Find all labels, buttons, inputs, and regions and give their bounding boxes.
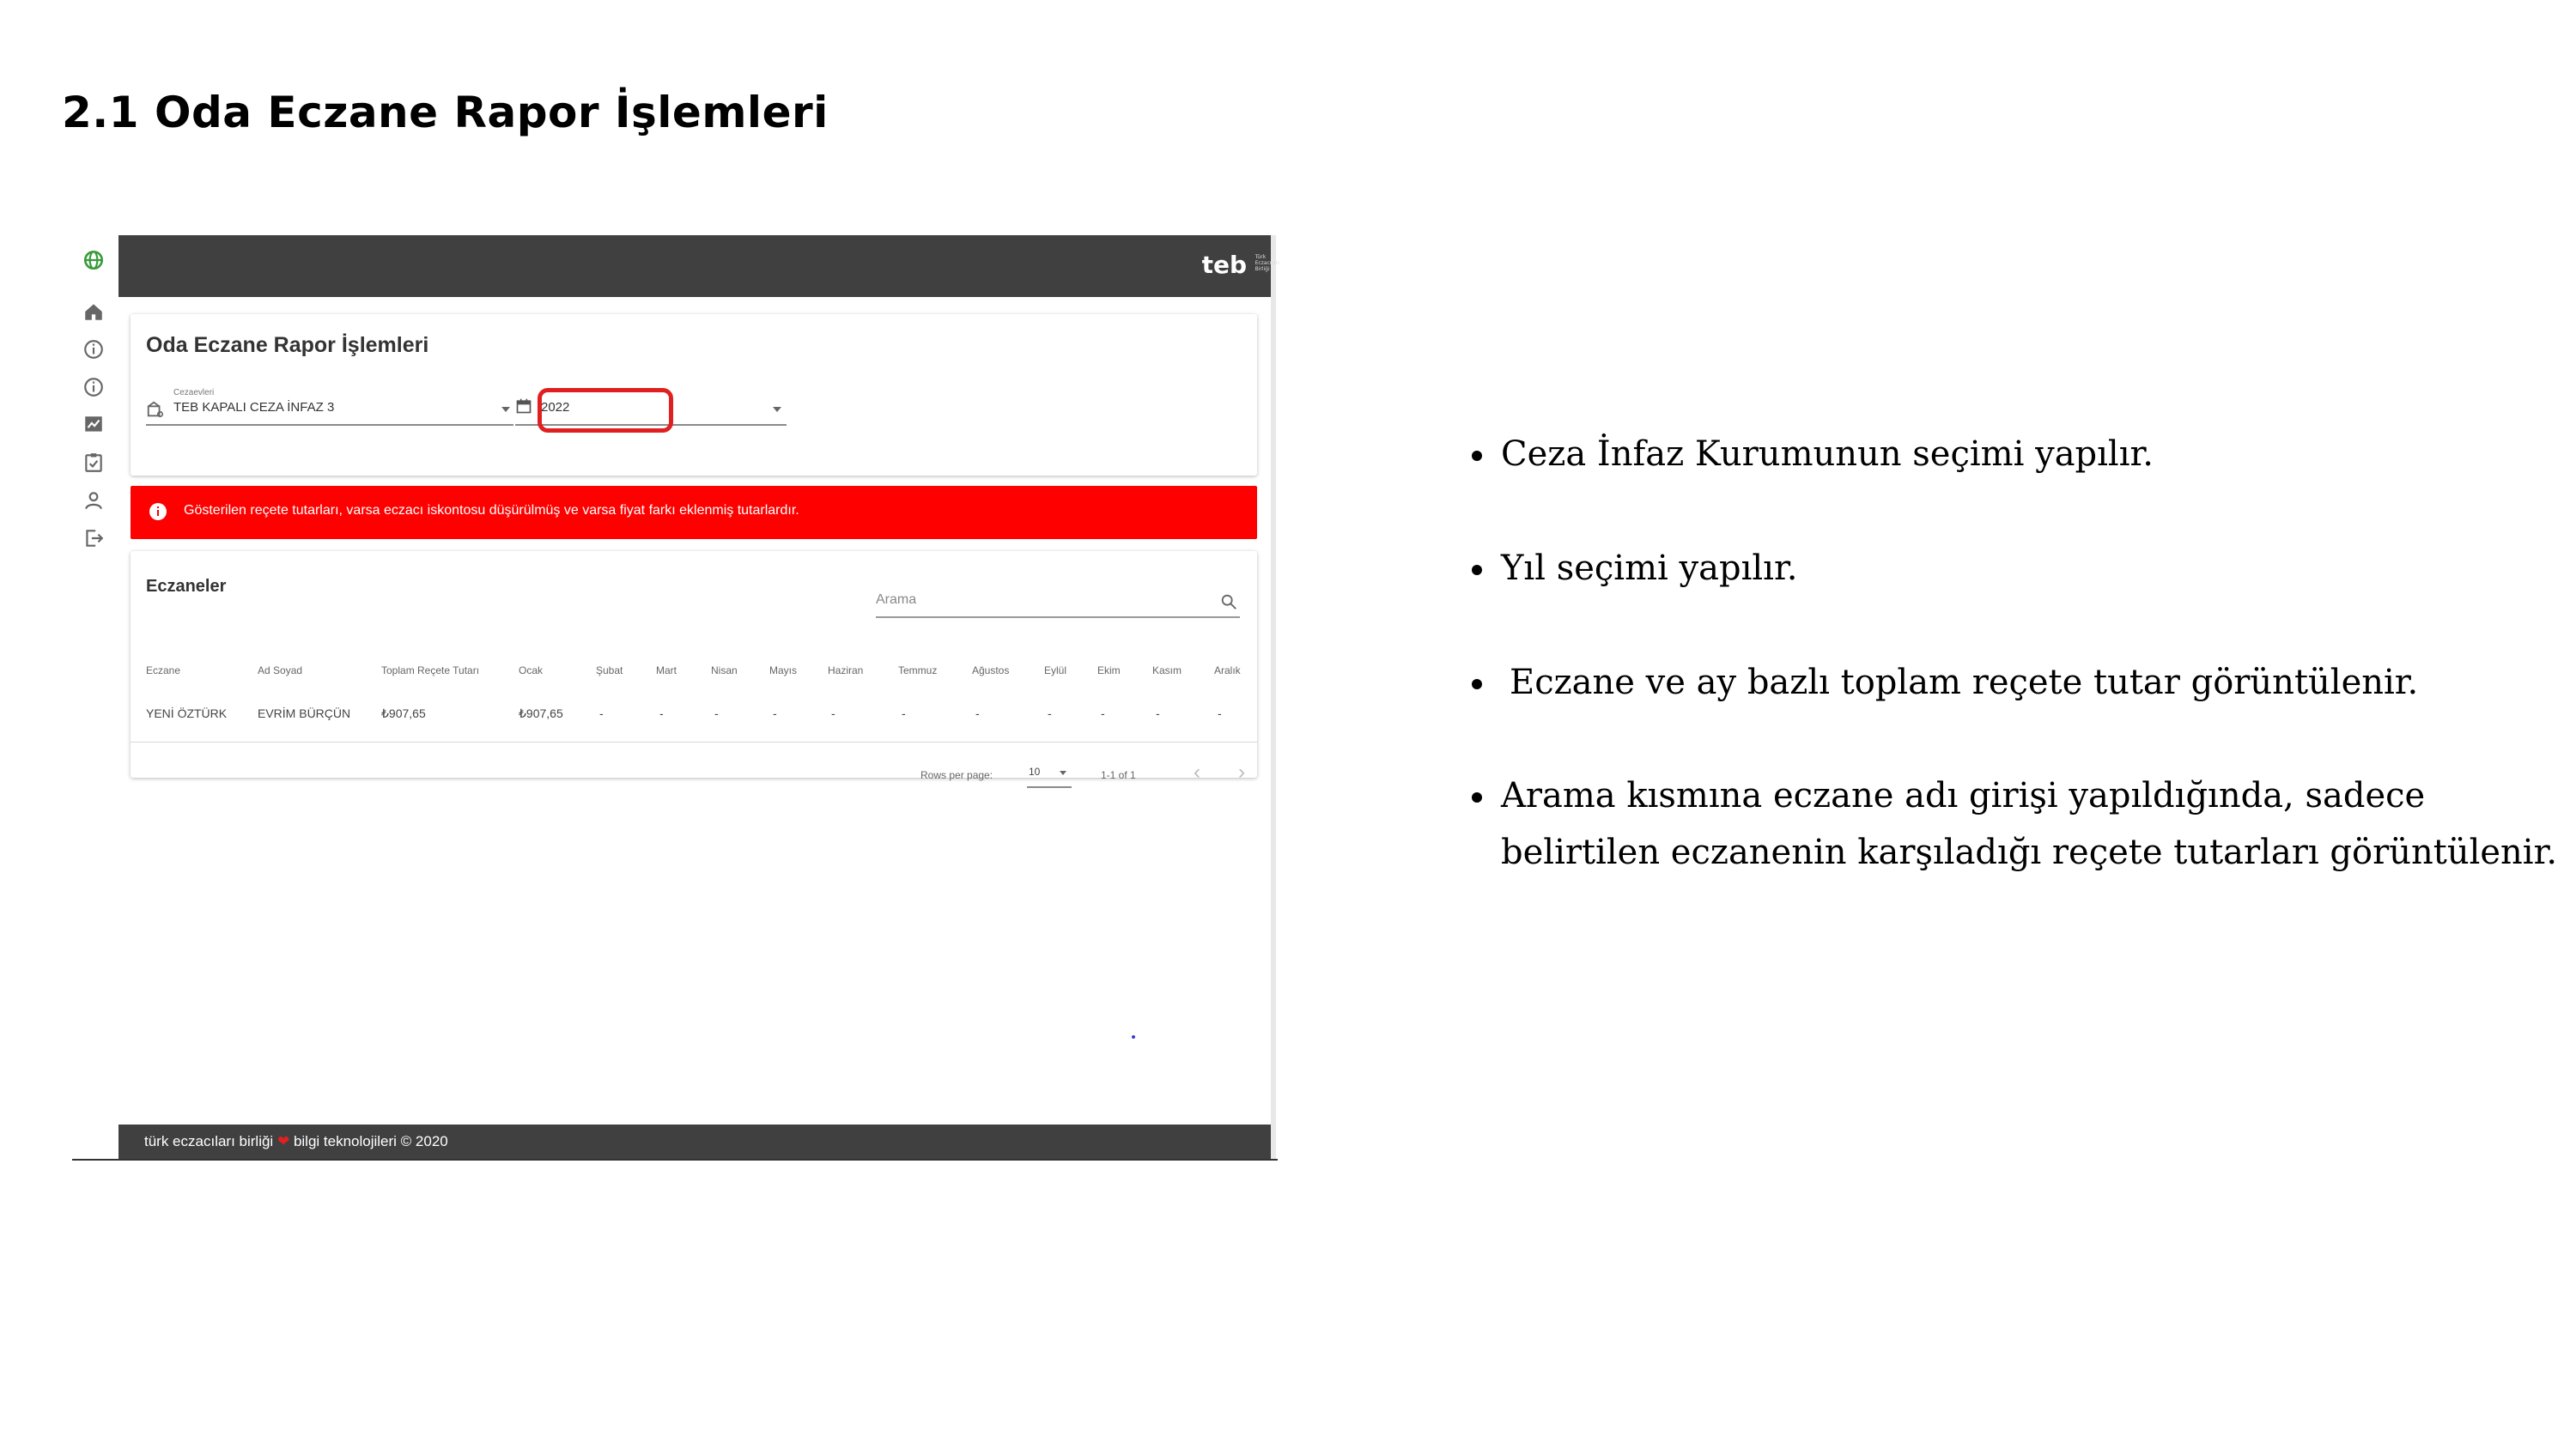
app-window (118, 235, 1279, 1159)
filter-card (131, 314, 1257, 476)
app-screenshot (72, 232, 1278, 1161)
info-icon[interactable] (82, 338, 105, 361)
table-cell: - (975, 706, 980, 720)
bullet-icon (1472, 565, 1482, 575)
alert-text: Gösterilen reçete tutarları, varsa eczacı iskontosu düşürülmüş ve varsa fiyat farkı eklenmiş tutarlardır. (184, 503, 799, 518)
table-cell: ₺907,65 (381, 706, 426, 720)
table-cell: - (1156, 706, 1160, 720)
column-header[interactable]: Kasım (1152, 664, 1182, 676)
info-icon (148, 501, 168, 522)
table-cell: - (1048, 706, 1052, 720)
card-title: Oda Eczane Rapor İşlemleri (146, 333, 429, 357)
search-placeholder: Arama (876, 592, 917, 607)
column-header[interactable]: Mayıs (769, 664, 798, 676)
checklist-icon[interactable] (82, 452, 105, 474)
column-header[interactable]: Ekim (1097, 664, 1121, 676)
chevron-right-icon[interactable]: › (1238, 761, 1245, 784)
info-alert (131, 486, 1257, 539)
column-header[interactable]: Şubat (596, 664, 623, 676)
column-header[interactable]: Mart (656, 664, 677, 676)
table-cell: EVRİM BÜRÇÜN (258, 706, 351, 720)
bullet-icon (1472, 451, 1482, 461)
column-header[interactable]: Eczane (146, 664, 181, 676)
divider (72, 1159, 1278, 1161)
search-icon[interactable] (1219, 592, 1238, 611)
column-header[interactable]: Ad Soyad (258, 664, 303, 676)
side-rail (72, 232, 117, 1161)
bullet-icon (1472, 792, 1482, 803)
chevron-down-icon (773, 407, 781, 412)
footer-text: türk eczacıları birliği ❤ bilgi teknolojileri © 2020 (144, 1133, 448, 1149)
table-cell: - (714, 706, 719, 720)
rows-per-page-value: 10 (1029, 766, 1041, 778)
rows-per-page-label: Rows per page: (920, 769, 993, 781)
report-icon[interactable] (82, 414, 105, 436)
slide-title: 2.1 Oda Eczane Rapor İşlemleri (62, 88, 829, 137)
year-value: 2022 (541, 400, 570, 415)
table-cell: - (659, 706, 664, 720)
column-header[interactable]: Temmuz (898, 664, 938, 676)
institution-label: Cezaevleri (173, 388, 215, 397)
table-cell: ₺907,65 (519, 706, 563, 720)
app-header (118, 235, 1279, 297)
chevron-left-icon[interactable]: ‹ (1194, 761, 1200, 784)
rows-per-page-select[interactable] (1027, 764, 1072, 788)
chevron-down-icon (501, 407, 510, 412)
column-header[interactable]: Toplam Reçete Tutarı (381, 664, 480, 676)
column-header[interactable]: Aralık (1214, 664, 1241, 676)
globe-icon[interactable] (82, 249, 105, 271)
section-title: Eczaneler (146, 577, 227, 596)
column-header[interactable]: Eylül (1044, 664, 1067, 676)
table-cell: - (599, 706, 604, 720)
year-highlight-annotation (538, 388, 673, 433)
logout-icon[interactable] (82, 527, 105, 549)
table-cell: - (1101, 706, 1105, 720)
column-header[interactable]: Ağustos (972, 664, 1010, 676)
cursor-dot (1132, 1035, 1135, 1039)
institution-value: TEB KAPALI CEZA İNFAZ 3 (173, 400, 335, 415)
bullet-icon (1472, 679, 1482, 689)
teb-logo[interactable]: teb Türk Eczacıları Birliği (1201, 251, 1279, 279)
app-footer (118, 1125, 1271, 1159)
table-cell: - (773, 706, 777, 720)
table-cell: - (831, 706, 835, 720)
heart-icon: ❤ (276, 1133, 290, 1149)
user-icon[interactable] (82, 489, 105, 512)
calendar-icon (515, 397, 532, 415)
column-header[interactable]: Haziran (828, 664, 864, 676)
info-icon[interactable] (82, 376, 105, 398)
column-header[interactable]: Nisan (711, 664, 738, 676)
table-cell: YENİ ÖZTÜRK (146, 706, 228, 720)
table-cell: - (1218, 706, 1222, 720)
chevron-down-icon (1060, 771, 1066, 775)
home-icon[interactable] (82, 300, 105, 323)
pharmacies-card (131, 551, 1257, 784)
search-input[interactable] (876, 587, 1240, 618)
row-divider (131, 742, 1257, 743)
institution-select[interactable] (146, 388, 513, 426)
column-header[interactable]: Ocak (519, 664, 544, 676)
table-cell: - (902, 706, 906, 720)
institution-icon (146, 400, 165, 419)
pagination-range: 1-1 of 1 (1101, 769, 1136, 781)
